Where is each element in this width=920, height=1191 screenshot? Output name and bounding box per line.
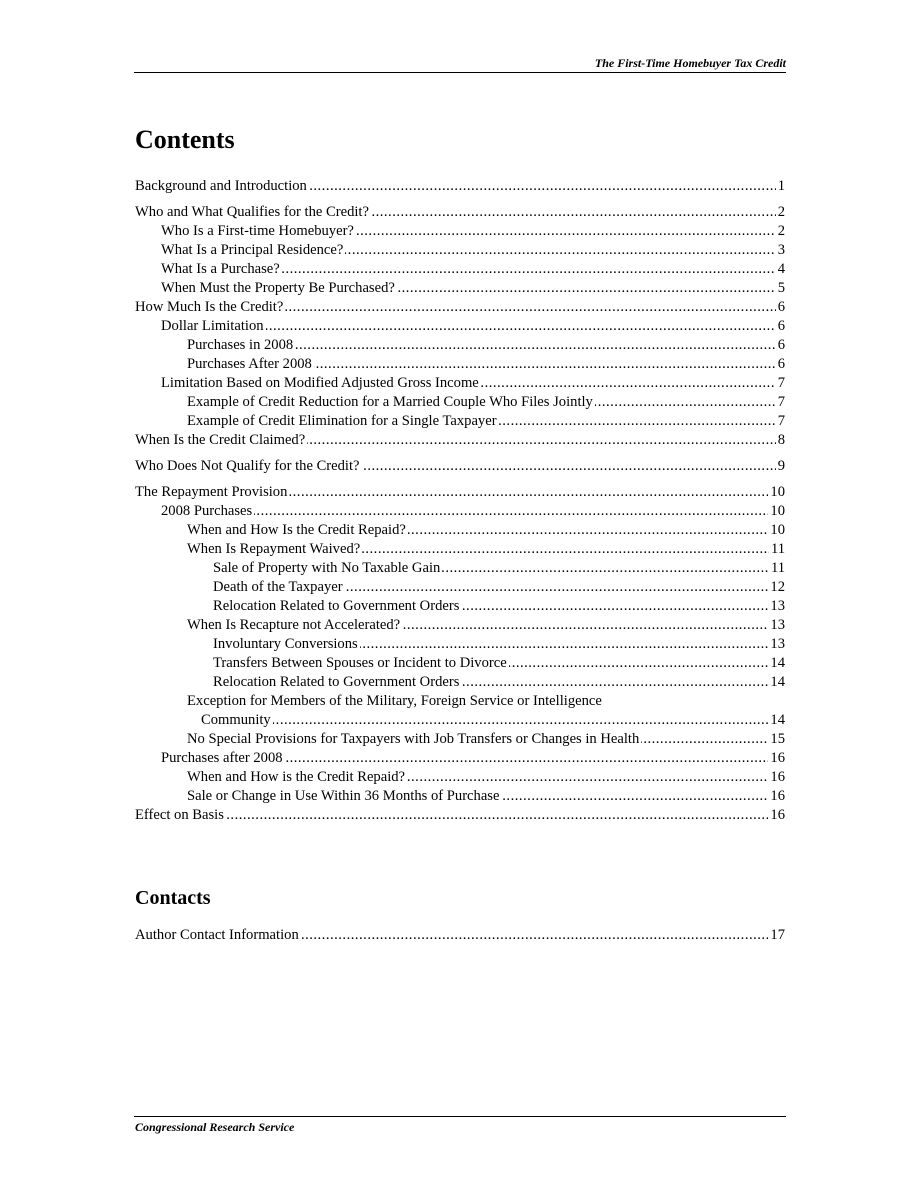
toc-entry[interactable]: ..... Effect on Basis 16: [135, 806, 785, 825]
toc-entry[interactable]: ..... Sale of Property with No Taxable Gain 11: [135, 559, 785, 578]
footer-rule: [134, 1116, 786, 1117]
toc-entry[interactable]: ..... When Is Repayment Waived? 11: [135, 540, 785, 559]
toc-entry[interactable]: ..... Transfers Between Spouses or Incident to Divorce 14: [135, 654, 785, 673]
header-rule: [134, 72, 786, 73]
toc-entry[interactable]: ..... Relocation Related to Government Orders 14: [135, 673, 785, 692]
toc-entry[interactable]: ..... Involuntary Conversions 13: [135, 635, 785, 654]
toc-entry[interactable]: ..... When Is Recapture not Accelerated? 13: [135, 616, 785, 635]
toc-entry[interactable]: ..... Death of the Taxpayer 12: [135, 578, 785, 597]
contents-heading: Contents: [135, 125, 235, 154]
toc-entry[interactable]: ..... The Repayment Provision 10: [135, 483, 785, 502]
toc-entry[interactable]: ..... Example of Credit Reduction for a Married Couple Who Files Jointly 7: [135, 393, 785, 412]
toc-entry[interactable]: ..... No Special Provisions for Taxpayers with Job Transfers or Changes in Health 15: [135, 730, 785, 749]
toc-entry[interactable]: ..... Background and Introduction 1: [135, 177, 785, 196]
toc-entry[interactable]: ..... Example of Credit Elimination for a Single Taxpayer 7: [135, 412, 785, 431]
toc-entry[interactable]: ..... Sale or Change in Use Within 36 Months of Purchase 16: [135, 787, 785, 806]
toc-entry[interactable]: ..... Dollar Limitation 6: [135, 317, 785, 336]
toc-entry[interactable]: ..... Purchases in 2008 6: [135, 336, 785, 355]
toc-entry[interactable]: ..... Relocation Related to Government Orders 13: [135, 597, 785, 616]
toc-entry[interactable]: ..... What Is a Purchase? 4: [135, 260, 785, 279]
toc-entry[interactable]: ..... When Is the Credit Claimed? 8: [135, 431, 785, 450]
toc-entry[interactable]: ..... What Is a Principal Residence? 3: [135, 241, 785, 260]
contents-list: [135, 177, 785, 825]
toc-entry[interactable]: ..... When and How Is the Credit Repaid? 10: [135, 521, 785, 540]
toc-entry[interactable]: ..... When Must the Property Be Purchased? 5: [135, 279, 785, 298]
toc-entry[interactable]: ..... How Much Is the Credit? 6: [135, 298, 785, 317]
toc-entry[interactable]: ..... 2008 Purchases 10: [135, 502, 785, 521]
toc-entry[interactable]: ..... Who Does Not Qualify for the Credit? 9: [135, 457, 785, 476]
toc-entry[interactable]: ..... Who and What Qualifies for the Credit? 2: [135, 203, 785, 222]
running-header: The First-Time Homebuyer Tax Credit: [594, 56, 786, 70]
toc-entry[interactable]: ..... Who Is a First-time Homebuyer? 2: [135, 222, 785, 241]
toc-entry[interactable]: ..... Limitation Based on Modified Adjusted Gross Income 7: [135, 374, 785, 393]
toc-entry[interactable]: ..... Purchases After 2008 6: [135, 355, 785, 374]
running-footer: Congressional Research Service: [135, 1120, 295, 1134]
contacts-list: [135, 926, 785, 945]
toc-entry[interactable]: Exception for Members of the Military, Foreign Service or Intelligence ..... Community 14: [135, 692, 785, 730]
toc-entry[interactable]: ..... Author Contact Information 17: [135, 926, 785, 945]
contacts-heading: Contacts: [135, 887, 211, 909]
toc-entry[interactable]: ..... Purchases after 2008 16: [135, 749, 785, 768]
toc-entry[interactable]: ..... When and How is the Credit Repaid? 16: [135, 768, 785, 787]
